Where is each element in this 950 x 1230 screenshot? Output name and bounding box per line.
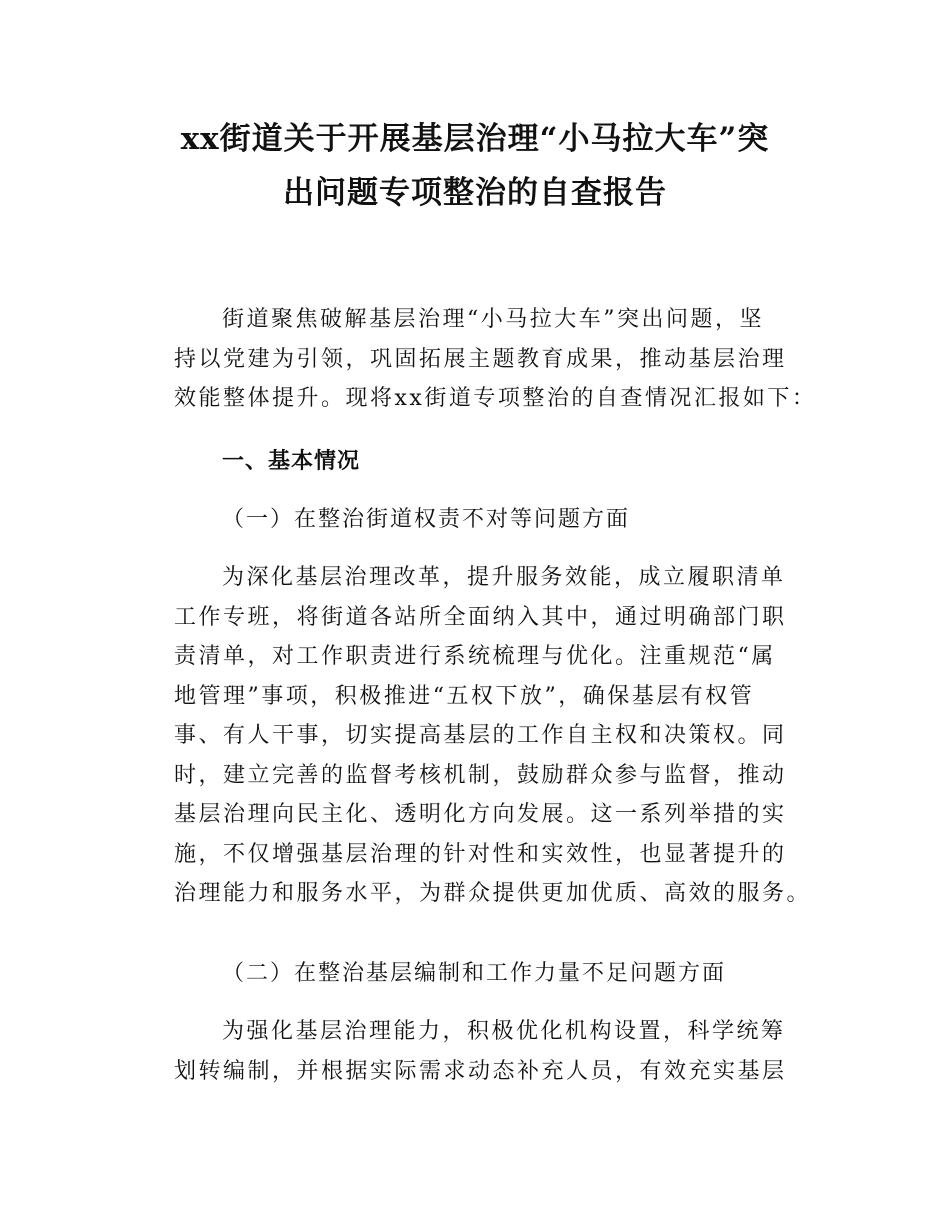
paragraph-line: 施，不仅增强基层治理的针对性和实效性，也显著提升的 xyxy=(174,841,787,867)
paragraph-line: 时，建立完善的监督考核机制，鼓励群众参与监督，推动 xyxy=(174,762,787,788)
subsection1-paragraph xyxy=(174,558,812,914)
paragraph-line: 划转编制，并根据实际需求动态补充人员，有效充实基层 xyxy=(174,1058,787,1084)
paragraph-line: 持以党建为引领，巩固拓展主题教育成果，推动基层治理 xyxy=(174,346,787,372)
paragraph-line: 街道聚焦破解基层治理“小马拉大车”突出问题，坚 xyxy=(222,307,764,332)
paragraph-line: 为强化基层治理能力，积极优化机构设置，科学统筹 xyxy=(222,1019,786,1044)
document-title xyxy=(120,112,830,220)
paragraph-line: 为深化基层治理改革，提升服务效能，成立履职清单 xyxy=(222,565,786,590)
paragraph-line: 工作专班，将街道各站所全面纳入其中，通过明确部门职 xyxy=(174,604,787,630)
intro-paragraph xyxy=(174,300,817,419)
paragraph-line: 效能整体提升。现将xx街道专项整治的自查情况汇报如下： xyxy=(174,386,817,411)
subsection-heading-2: （二）在整治基层编制和工作力量不足问题方面 xyxy=(222,961,727,986)
paragraph-line: 基层治理向民主化、透明化方向发展。这一系列举措的实 xyxy=(174,802,787,827)
subsection-heading-1: （一）在整治街道权责不对等问题方面 xyxy=(222,507,631,532)
paragraph-line: 责清单，对工作职责进行系统梳理与优化。注重规范“属 xyxy=(174,644,776,669)
title-line: 出问题专项整治的自查报告 xyxy=(283,175,667,211)
paragraph-line: 治理能力和服务水平，为群众提供更加优质、高效的服务。 xyxy=(174,881,812,906)
title-line: xx街道关于开展基层治理“小马拉大车”突 xyxy=(180,121,770,157)
paragraph-line: 地管理”事项，积极推进“五权下放”，确保基层有权管 xyxy=(174,683,755,709)
paragraph-line: 事、有人干事，切实提高基层的工作自主权和决策权。同 xyxy=(174,723,787,748)
section-heading-basic-situation: 一、基本情况 xyxy=(222,449,361,474)
subsection2-paragraph xyxy=(174,1012,798,1091)
